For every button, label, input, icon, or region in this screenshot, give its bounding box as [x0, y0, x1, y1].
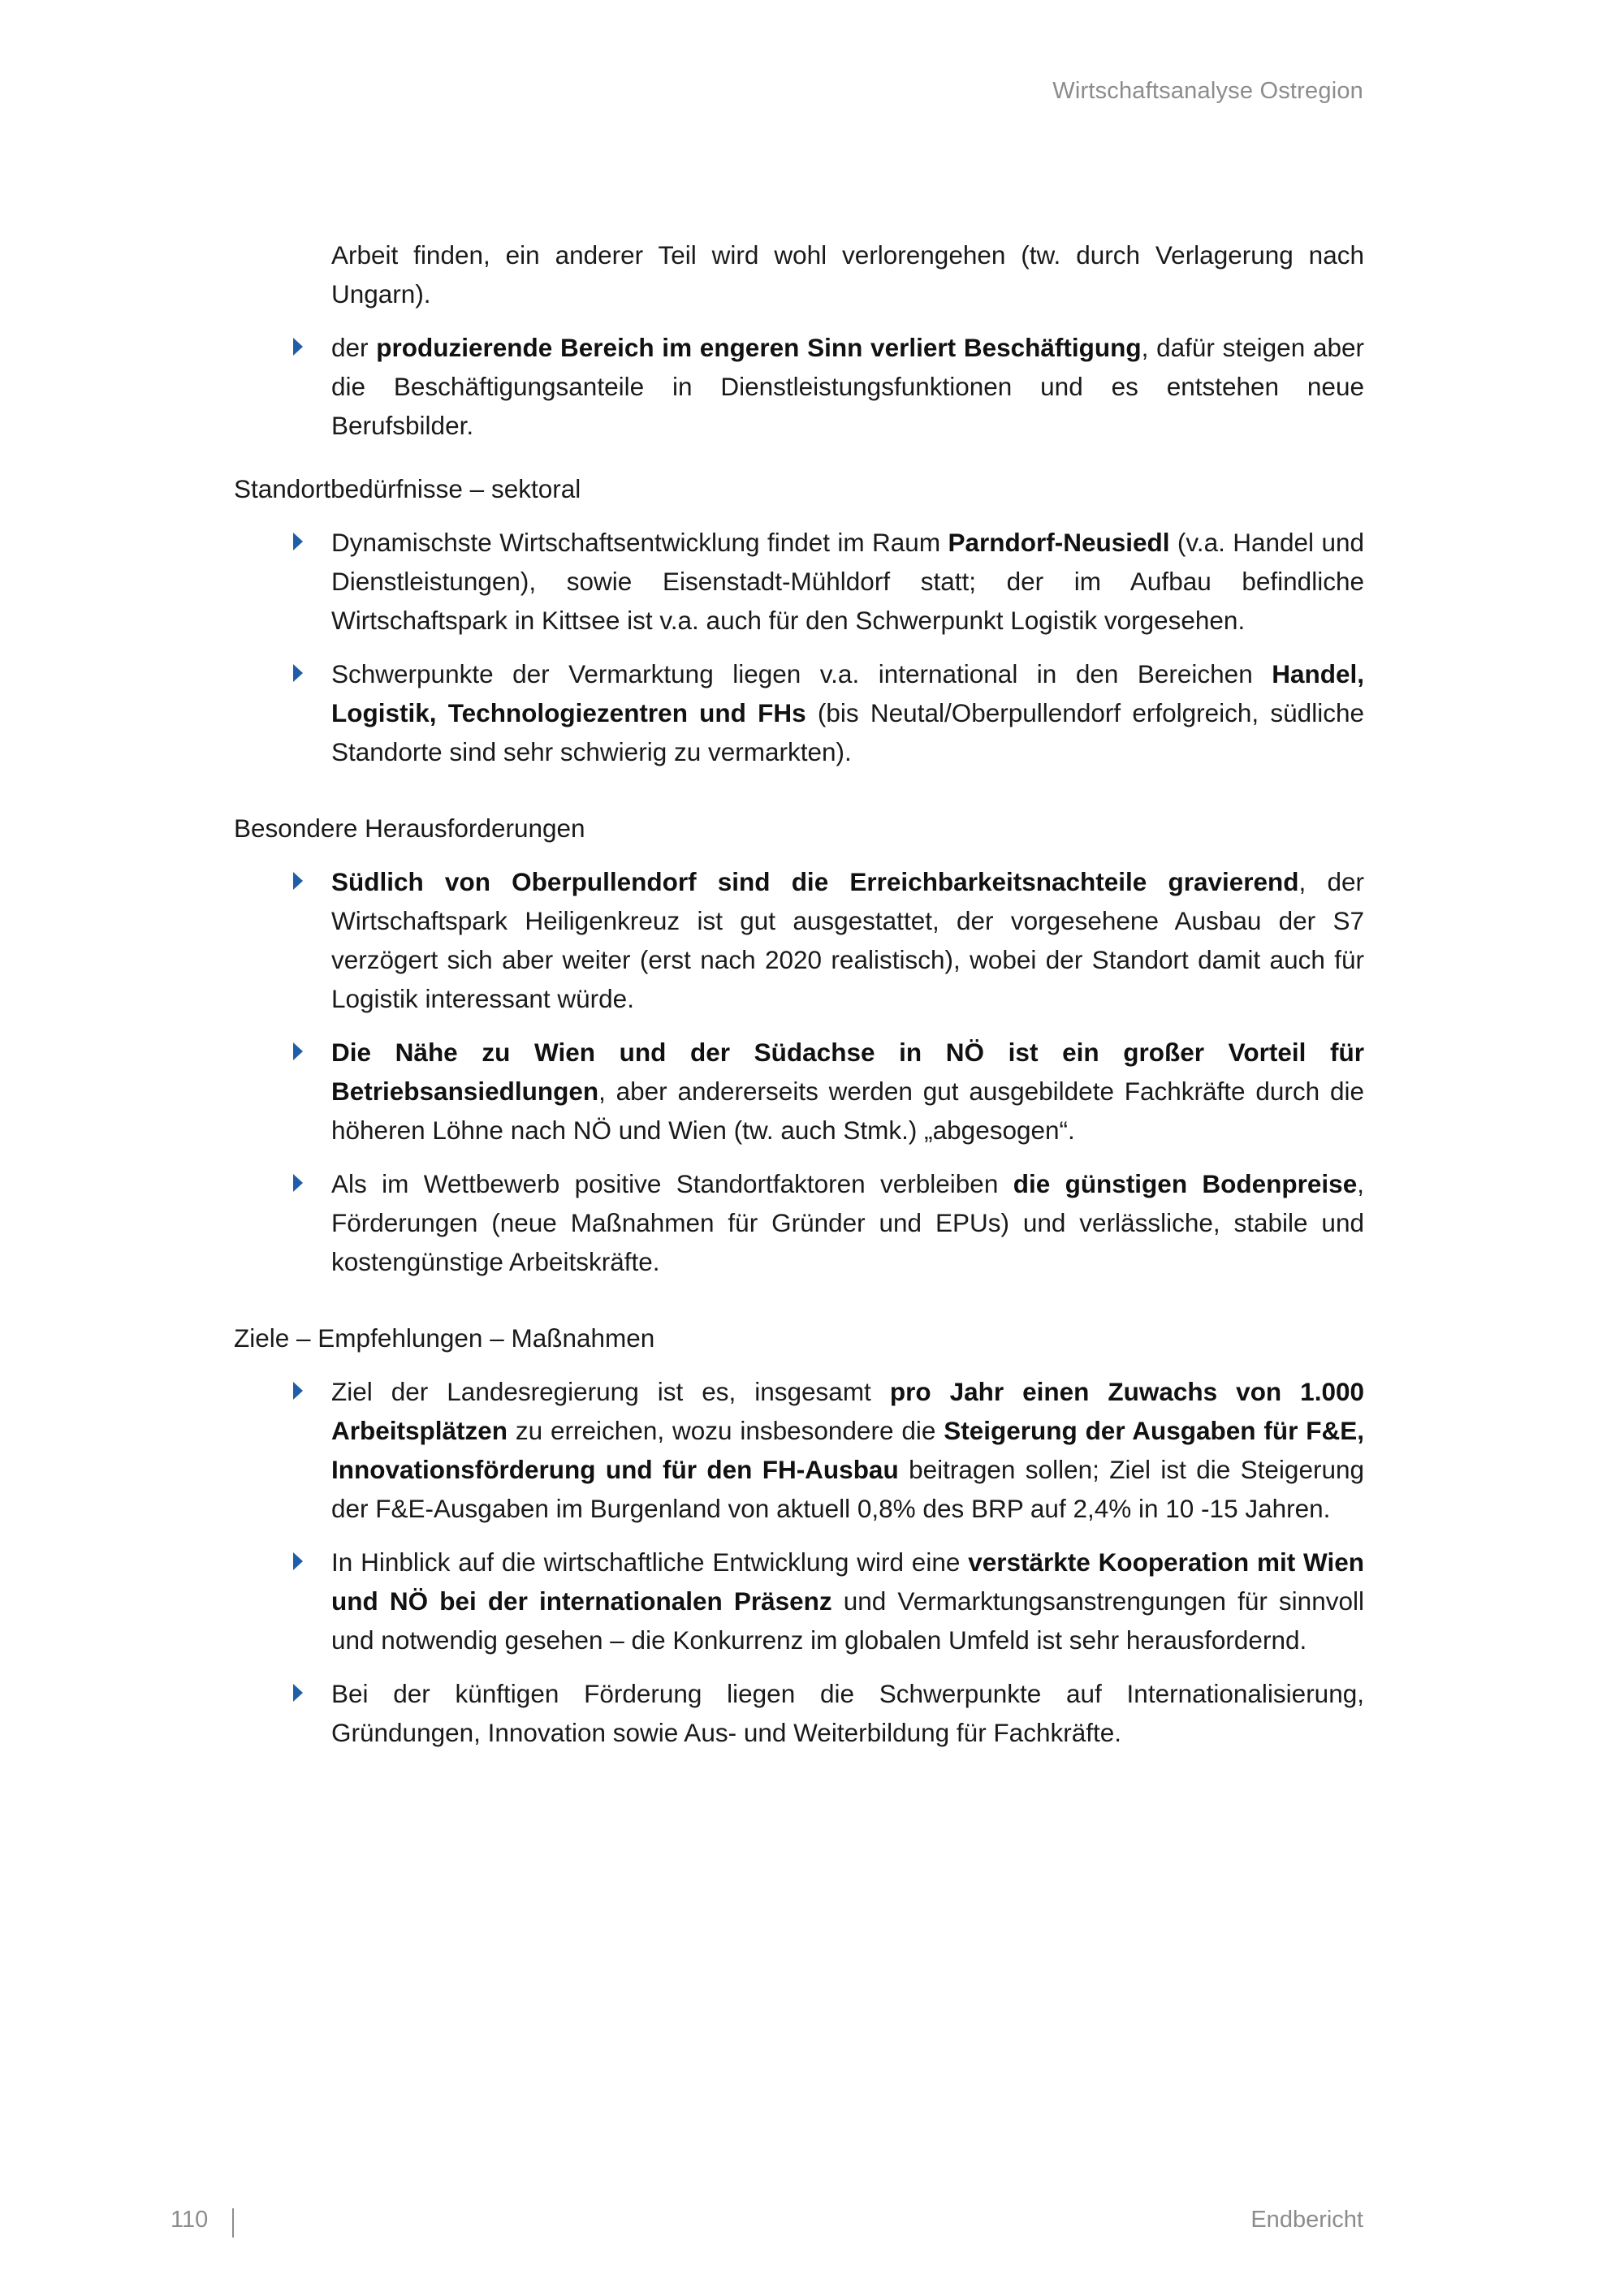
- bullet-arrow-icon: [293, 1042, 303, 1060]
- page-footer: [171, 2207, 1363, 2239]
- page-number: 110: [171, 2207, 209, 2233]
- bullet-item: Dynamischste Wirtschaftsentwicklung findet im Raum Parndorf-Neusiedl (v.a. Handel und Dienstleistungen), sowie Eisenstadt-Mühldorf statt; der im Aufbau befindliche Wirtschaftspark in Kittsee ist v.a. auch für den Schwerpunkt Logistik vorgesehen.: [234, 523, 1364, 640]
- bullet-item: der produzierende Bereich im engeren Sinn verliert Beschäftigung, dafür steigen aber die Beschäftigungsanteile in Dienstleistungsfunktionen und es entstehen neue Berufsbilder.: [234, 328, 1364, 445]
- bullet-arrow-icon: [293, 1174, 303, 1192]
- document-body: [234, 235, 1364, 1767]
- section-heading-standort: Standortbedürfnisse – sektoral: [234, 474, 581, 503]
- bullet-item: Die Nähe zu Wien und der Südachse in NÖ ist ein großer Vorteil für Betriebsansiedlungen, aber andererseits werden gut ausgebildete Fachkräfte durch die höheren Löhne nach NÖ und Wien (tw. auch Stmk.) „abgesogen“.: [234, 1033, 1364, 1150]
- bullet-arrow-icon: [293, 1382, 303, 1400]
- bullet-arrow-icon: [293, 533, 303, 550]
- bullet-arrow-icon: [293, 872, 303, 890]
- bullet-item: Schwerpunkte der Vermarktung liegen v.a. international in den Bereichen Handel, Logistik, Technologiezentren und FHs (bis Neutal/Oberpullendorf erfolgreich, südliche Standorte sind sehr schwierig zu vermarkten).: [234, 654, 1364, 771]
- bullet-arrow-icon: [293, 338, 303, 356]
- bullet-arrow-icon: [293, 1552, 303, 1570]
- footer-divider: [232, 2208, 234, 2238]
- bullet-item: Bei der künftigen Förderung liegen die Schwerpunkte auf Internationalisierung, Gründungen, Innovation sowie Aus- und Weiterbildung für Fachkräfte.: [234, 1674, 1364, 1752]
- bullet-item: Ziel der Landesregierung ist es, insgesamt pro Jahr einen Zuwachs von 1.000 Arbeitsplätzen zu erreichen, wozu insbesondere die Steigerung der Ausgaben für F&E, Innovationsförderung und für den FH-Ausbau beitragen sollen; Ziel ist die Steigerung der F&E-Ausgaben im Burgenland von aktuell 0,8% des BRP auf 2,4% in 10 -15 Jahren.: [234, 1372, 1364, 1528]
- bullet-arrow-icon: [293, 664, 303, 682]
- bullet-item: Als im Wettbewerb positive Standortfaktoren verbleiben die günstigen Bodenpreise, Förderungen (neue Maßnahmen für Gründer und EPUs) und verlässliche, stabile und kostengünstige Arbeitskräfte.: [234, 1164, 1364, 1281]
- bullet-item: Südlich von Oberpullendorf sind die Erreichbarkeitsnachteile gravierend, der Wirtschaftspark Heiligenkreuz ist gut ausgestattet, der vorgesehene Ausbau der S7 verzögert sich aber weiter (erst nach 2020 realistisch), wobei der Standort damit auch für Logistik interessant würde.: [234, 862, 1364, 1018]
- bullet-arrow-icon: [293, 1684, 303, 1702]
- section-heading-ziele: Ziele – Empfehlungen – Maßnahmen: [234, 1323, 655, 1353]
- footer-label: Endbericht: [1250, 2207, 1363, 2233]
- running-header: Wirtschaftsanalyse Ostregion: [1052, 78, 1363, 104]
- section-heading-herausforderungen: Besondere Herausforderungen: [234, 814, 585, 843]
- bullet-item: In Hinblick auf die wirtschaftliche Entwicklung wird eine verstärkte Kooperation mit Wien und NÖ bei der internationalen Präsenz und Vermarktungsanstrengungen für sinnvoll und notwendig gesehen – die Konkurrenz im globalen Umfeld ist sehr herausfordernd.: [234, 1543, 1364, 1659]
- continuation-paragraph: Arbeit finden, ein anderer Teil wird wohl verlorengehen (tw. durch Verlagerung nach Ungarn).: [331, 240, 1364, 309]
